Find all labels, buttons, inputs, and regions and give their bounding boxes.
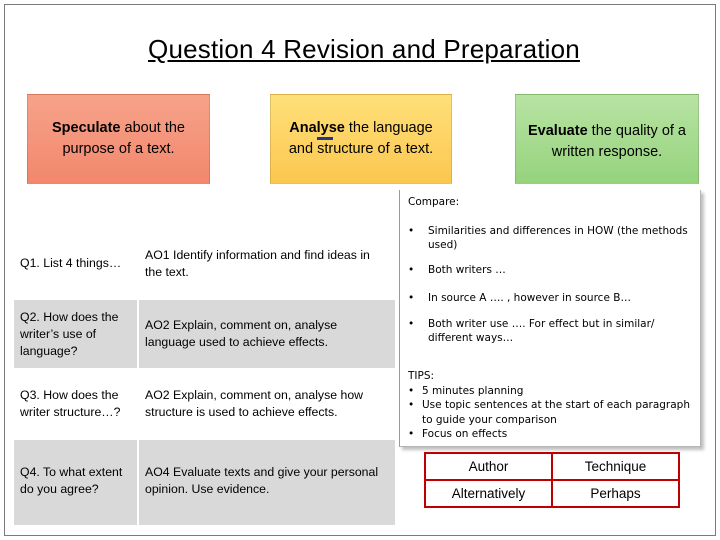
connectives-table xyxy=(424,452,680,508)
list-item xyxy=(408,384,698,399)
speculate-keyword: Speculate xyxy=(52,120,121,136)
evaluate-keyword: Evaluate xyxy=(528,123,588,139)
compare-panel xyxy=(399,190,701,447)
compare-item: In source A …. , however in source B… xyxy=(428,292,631,304)
evaluate-text: the quality of a written response. xyxy=(551,123,686,160)
question-cell: Q2. How does the writer’s use of language? xyxy=(14,299,138,369)
table-row xyxy=(425,453,679,480)
list-item xyxy=(408,263,694,277)
term-cell: Author xyxy=(425,453,552,480)
list-item xyxy=(408,427,698,442)
compare-item: Both writer use …. For effect but in similar/ different ways… xyxy=(428,318,655,344)
table-row xyxy=(14,229,396,299)
question-table xyxy=(14,229,397,527)
compare-item: Similarities and differences in HOW (the methods used) xyxy=(428,225,688,251)
bullet-icon: • xyxy=(408,292,415,304)
list-item xyxy=(408,398,698,427)
evaluate-box xyxy=(515,94,699,184)
compare-item: Both writers … xyxy=(428,264,506,276)
compare-list xyxy=(408,224,694,345)
tips-heading: TIPS: xyxy=(408,370,435,382)
table-row xyxy=(14,439,396,526)
speculate-text: about the purpose of a text. xyxy=(62,120,185,157)
term-cell: Technique xyxy=(552,453,679,480)
speculate-box xyxy=(27,94,210,184)
table-row xyxy=(14,299,396,369)
bullet-icon: • xyxy=(408,225,415,237)
bullet-icon: • xyxy=(408,384,415,397)
analyse-text: the language and structure of a text. xyxy=(288,120,434,157)
analyse-keyword: Analyse xyxy=(289,120,345,136)
list-item xyxy=(408,291,694,305)
tip-item: 5 minutes planning xyxy=(422,384,524,397)
tip-item: Use topic sentences at the start of each paragraph to guide your comparison xyxy=(422,399,691,426)
list-item xyxy=(408,224,694,252)
ao-cell: AO1 Identify information and find ideas in the text. xyxy=(138,229,396,299)
question-cell: Q1. List 4 things… xyxy=(14,229,138,299)
term-cell: Perhaps xyxy=(552,480,679,507)
bullet-icon: • xyxy=(408,428,415,440)
tip-item: Focus on effects xyxy=(422,428,508,440)
ao-cell: AO4 Evaluate texts and give your personal opinion. Use evidence. xyxy=(138,439,396,526)
bullet-icon: • xyxy=(408,399,415,411)
analyse-box xyxy=(270,94,452,184)
tips-section xyxy=(408,369,698,442)
bullet-icon: • xyxy=(408,318,415,330)
table-row xyxy=(14,369,396,439)
compare-label: Compare: xyxy=(408,196,460,208)
question-cell: Q3. How does the writer structure…? xyxy=(14,369,138,439)
ao-cell: AO2 Explain, comment on, analyse how structure is used to achieve effects. xyxy=(138,369,396,439)
list-item xyxy=(408,317,694,345)
tips-list xyxy=(408,384,698,442)
question-cell: Q4. To what extent do you agree? xyxy=(14,439,138,526)
table-row xyxy=(425,480,679,507)
term-cell: Alternatively xyxy=(425,480,552,507)
ao-cell: AO2 Explain, comment on, analyse language used to achieve effects. xyxy=(138,299,396,369)
bullet-icon: • xyxy=(408,264,415,276)
page-title: Question 4 Revision and Preparation xyxy=(148,34,580,64)
